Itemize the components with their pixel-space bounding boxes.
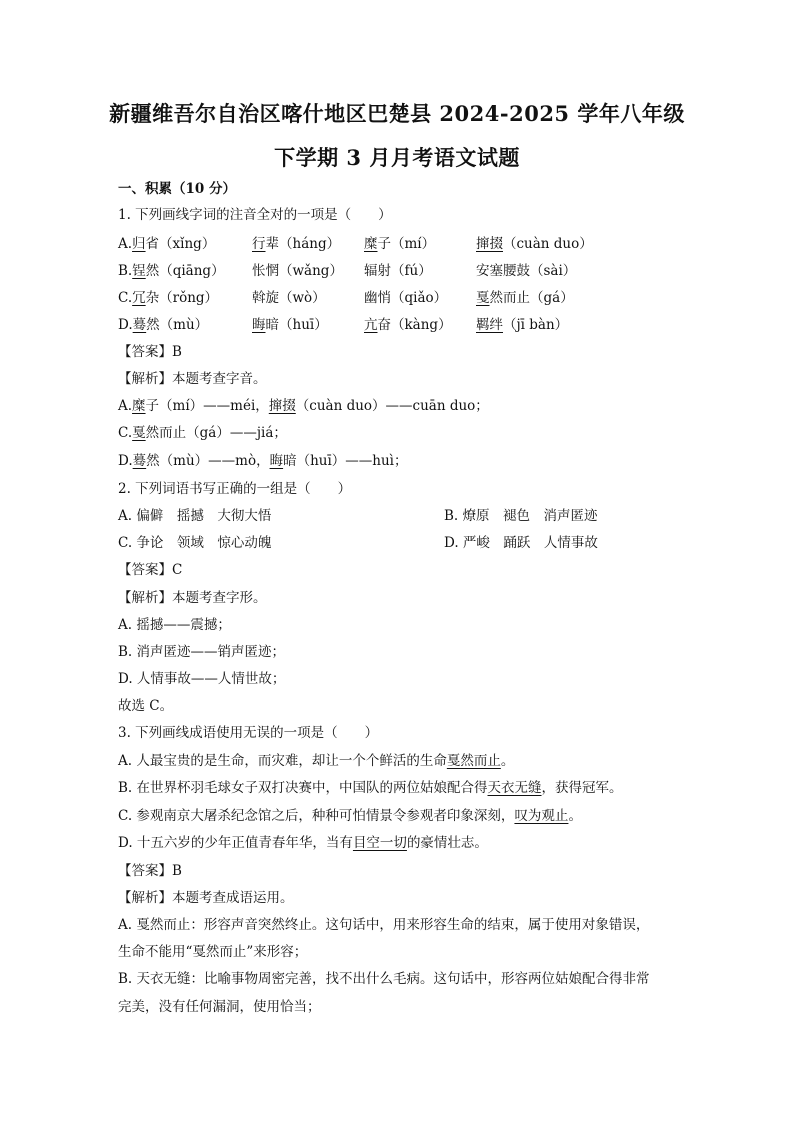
note-text: 然（mù）——mò， (146, 453, 270, 469)
note-text: （cuàn duo）——cuān duo； (295, 398, 489, 414)
option-text: D. 十五六岁的少年正值青春年华，当有 (118, 835, 353, 851)
note-label: C. (118, 425, 133, 441)
option-text: 。 (500, 753, 515, 769)
note-text: 子（mí）——méi， (145, 398, 269, 414)
question-2-analysis: 【解析】本题考查字形。 (118, 590, 267, 606)
pinyin-reading: 辐射（fú） (364, 263, 432, 279)
underlined-character: 归 (132, 236, 146, 252)
note-label: D. (118, 453, 133, 469)
underlined-character: 戛 (132, 425, 146, 441)
question-1-option-word (118, 316, 208, 334)
underlined-character: 蓦 (132, 317, 147, 333)
question-1-option-word (252, 316, 328, 334)
option-text: A. 人最宝贵的是生命，而灾难，却让一个个鲜活的生命 (118, 753, 447, 769)
question-2-note: B. 消声匿迹——销声匿迹； (118, 644, 286, 660)
question-2-option-b: B. 燎原 褪色 消声匿迹 (444, 508, 598, 524)
question-1-option-word (252, 235, 340, 253)
question-1-option-word (118, 289, 218, 307)
underlined-idiom: 目空一切 (352, 835, 407, 851)
pinyin-reading: 杂（rǒng） (145, 290, 219, 306)
question-3-note: 生命不能用“戛然而止”来形容； (118, 944, 308, 960)
question-1-option-word (476, 316, 568, 334)
option-text: C. 参观南京大屠杀纪念馆之后，种种可怕情景令参观者印象深刻， (118, 808, 515, 824)
question-2-stem: 2. 下列词语书写正确的一组是（ ） (118, 481, 352, 497)
page-title-line2: 下学期 3 月月考语文试题 (274, 145, 520, 170)
question-1-option-word (118, 262, 225, 280)
pinyin-reading: 然（mù） (146, 317, 209, 333)
pinyin-reading: 斡旋（wò） (252, 290, 326, 306)
underlined-character: 锃 (132, 263, 146, 279)
underlined-character: 撺掇 (476, 236, 503, 252)
option-text: ，获得冠军。 (541, 780, 623, 796)
question-2-conclusion: 故选 C。 (118, 698, 174, 714)
question-2-note: A. 摇撼——震撼； (118, 617, 231, 633)
question-1-option-word (364, 316, 452, 334)
question-3-option (118, 752, 514, 770)
option-label: D. (118, 317, 133, 333)
question-1-stem: 1. 下列画线字词的注音全对的一项是（ ） (118, 207, 392, 223)
underlined-character: 糜 (364, 236, 378, 252)
question-1-option-word (364, 289, 447, 307)
option-label: A. (118, 236, 133, 252)
underlined-character: 羁绊 (476, 317, 503, 333)
note-label: A. (118, 398, 133, 414)
pinyin-reading: 然而止（gá） (489, 290, 574, 306)
pinyin-reading: 幽悄（qiǎo） (364, 290, 448, 306)
question-3-note: A. 戛然而止：形容声音突然终止。这句话中，用来形容生命的结束，属于使用对象错误， (118, 917, 650, 933)
underlined-idiom: 天衣无缝 (487, 780, 542, 796)
option-text: 的豪情壮志。 (406, 835, 488, 851)
question-1-option-word (476, 235, 593, 253)
question-1-note (118, 424, 287, 442)
question-1-answer: 【答案】B (118, 344, 182, 360)
question-1-option-word (476, 262, 576, 280)
underlined-character: 亢 (364, 317, 378, 333)
pinyin-reading: 子（mí） (377, 236, 436, 252)
question-3-note: B. 天衣无缝：比喻事物周密完善，找不出什么毛病。这句话中，形容两位姑娘配合得非常 (118, 971, 650, 987)
question-1-option-word (364, 235, 435, 253)
section-heading: 一、积累（10 分） (118, 181, 236, 197)
question-1-option-word (252, 262, 343, 280)
pinyin-reading: 怅惘（wǎng） (252, 263, 343, 279)
page-title-line1: 新疆维吾尔自治区喀什地区巴楚县 2024-2025 学年八年级 (109, 101, 685, 126)
question-2-answer: 【答案】C (118, 562, 183, 578)
question-3-option (118, 779, 623, 797)
pinyin-reading: 辈（háng） (265, 236, 341, 252)
question-3-answer: 【答案】B (118, 863, 182, 879)
question-1-analysis: 【解析】本题考查字音。 (118, 371, 267, 387)
pinyin-reading: 然（qiāng） (145, 263, 225, 279)
underlined-character: 撺掇 (268, 398, 296, 414)
question-3-note: 完美，没有任何漏洞，使用恰当； (118, 999, 321, 1015)
question-3-stem: 3. 下列画线成语使用无误的一项是（ ） (118, 725, 379, 741)
option-text: B. 在世界杯羽毛球女子双打决赛中，中国队的两位姑娘配合得 (118, 780, 488, 796)
question-3-option (118, 807, 582, 825)
pinyin-reading: 奋（kàng） (377, 317, 452, 333)
option-label: C. (118, 290, 133, 306)
pinyin-reading: （cuàn duo） (503, 236, 593, 252)
pinyin-reading: （jī bàn） (503, 317, 569, 333)
option-label: B. (118, 263, 133, 279)
underlined-character: 蓦 (132, 453, 147, 469)
question-1-note (118, 452, 408, 470)
underlined-idiom: 戛然而止 (446, 753, 501, 769)
question-2-option-c: C. 争论 领域 惊心动魄 (118, 535, 272, 551)
underlined-idiom: 叹为观止 (514, 808, 569, 824)
question-2-option-a: A. 偏僻 摇撼 大彻大悟 (118, 508, 272, 524)
question-1-option-word (364, 262, 432, 280)
question-1-option-word (252, 289, 326, 307)
question-1-option-word (118, 235, 215, 253)
note-text: 然而止（gá）——jiá； (145, 425, 287, 441)
question-1-note (118, 397, 489, 415)
question-2-option-d: D. 严峻 踊跃 人情事故 (444, 535, 598, 551)
pinyin-reading: 暗（huī） (265, 317, 328, 333)
underlined-character: 糜 (132, 398, 146, 414)
underlined-character: 晦 (252, 317, 266, 333)
question-1-option-word (476, 289, 574, 307)
underlined-character: 冗 (132, 290, 146, 306)
question-3-option (118, 834, 488, 852)
underlined-character: 晦 (269, 453, 284, 469)
question-3-analysis: 【解析】本题考查成语运用。 (118, 890, 294, 906)
pinyin-reading: 省（xǐng） (145, 236, 216, 252)
question-2-note: D. 人情事故——人情世故； (118, 671, 286, 687)
option-text: 。 (568, 808, 582, 824)
underlined-character: 行 (252, 236, 266, 252)
pinyin-reading: 安塞腰鼓（sài） (476, 263, 577, 279)
note-text: 暗（huī）——huì； (283, 453, 408, 469)
underlined-character: 戛 (476, 290, 490, 306)
